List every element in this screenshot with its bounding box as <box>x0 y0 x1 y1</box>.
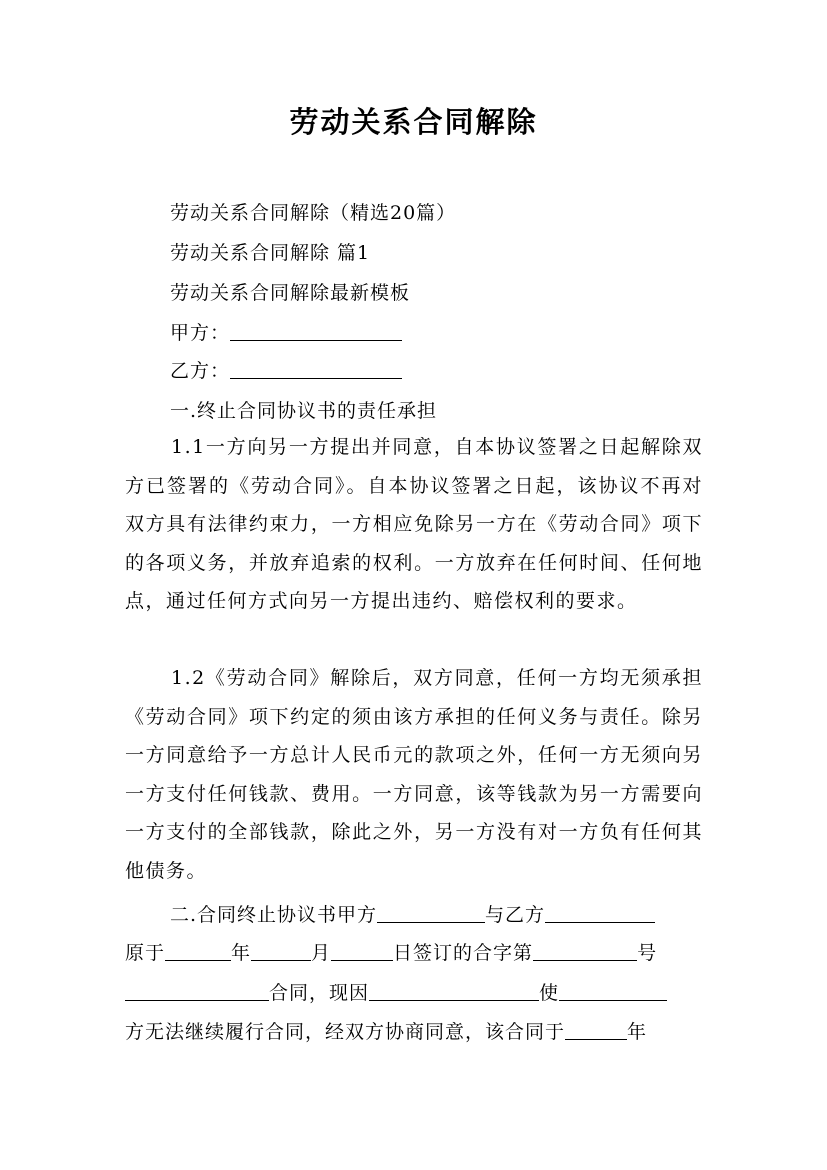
section2-line-4 <box>125 1017 705 1044</box>
section2-text-11: 年 <box>627 1021 648 1043</box>
blank-month[interactable] <box>251 942 311 961</box>
party-b-line <box>170 356 710 383</box>
section2-text-6: 日签订的合字第 <box>393 942 534 964</box>
document-subtitle: 劳动关系合同解除（精选20篇） <box>170 202 457 224</box>
document-title: 劳动关系合同解除 <box>289 105 538 139</box>
party-b-blank[interactable] <box>230 360 402 379</box>
template-title: 劳动关系合同解除最新模板 <box>170 282 411 304</box>
section2-text-3: 原于 <box>125 942 166 964</box>
blank-year[interactable] <box>165 942 231 961</box>
blank-contract-name[interactable] <box>125 982 269 1001</box>
blank-party-a[interactable] <box>377 904 485 923</box>
blank-contract-no[interactable] <box>533 942 637 961</box>
party-a-label: 甲方： <box>170 322 231 344</box>
section2-text-2: 与乙方 <box>485 904 546 926</box>
section2-text-7: 号 <box>637 942 658 964</box>
clause-1-2: 1.2《劳动合同》解除后，双方同意，任何一方均无须承担《劳动合同》项下约定的须由该方承担的任何义务与责任。除另一方同意给予一方总计人民币元的款项之外，任何一方无须向另一方支付任何钱款、费用。一方同意，该等钱款为另一方需要向一方支付的全部钱款，除此之外，另一方没有对一方负有任何其他债务。 <box>125 667 703 882</box>
section1-heading: 一.终止合同协议书的责任承担 <box>170 400 438 422</box>
blank-party[interactable] <box>559 982 667 1001</box>
section2-line-2 <box>125 938 705 965</box>
party-a-blank[interactable] <box>230 322 402 341</box>
section2-text-1: 二.合同终止协议书甲方 <box>170 904 378 926</box>
section2-text-8: 合同，现因 <box>269 982 370 1004</box>
clause-1-1: 1.1一方向另一方提出并同意，自本协议签署之日起解除双方已签署的《劳动合同》。自本协议签署之日起，该协议不再对双方具有法律约束力，一方相应免除另一方在《劳动合同》项下的各项义务，并放弃追索的权利。一方放弃在任何时间、任何地点，通过任何方式向另一方提出违约、赔偿权利的要求。 <box>125 436 703 612</box>
section2-text-10: 方无法继续履行合同，经双方协商同意，该合同于 <box>125 1021 566 1043</box>
blank-day[interactable] <box>331 942 393 961</box>
section2-line-1 <box>170 900 750 927</box>
section2-line-3 <box>125 978 705 1005</box>
section2-text-4: 年 <box>231 942 252 964</box>
party-b-label: 乙方： <box>170 360 231 382</box>
chapter-heading: 劳动关系合同解除 篇1 <box>170 242 371 264</box>
party-a-line <box>170 318 710 345</box>
blank-reason[interactable] <box>369 982 539 1001</box>
section2-text-5: 月 <box>311 942 332 964</box>
blank-party-b[interactable] <box>545 904 655 923</box>
blank-end-year[interactable] <box>565 1021 627 1040</box>
section2-text-9: 使 <box>539 982 560 1004</box>
